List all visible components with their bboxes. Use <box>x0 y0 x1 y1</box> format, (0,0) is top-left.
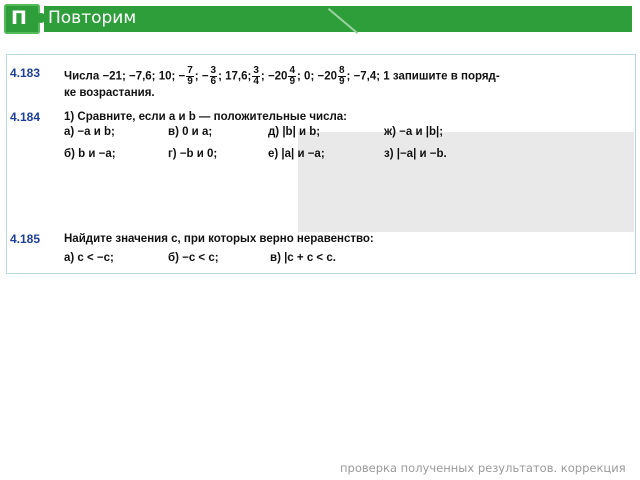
problem-number: 4.183 <box>10 66 41 80</box>
denominator: 9 <box>187 76 193 87</box>
text-part: ; −7,4; 1 запишите в поряд- <box>346 70 500 83</box>
numerator: 7 <box>187 65 193 76</box>
problem-4184-intro: 1) Сравните, если a и b — положительные числа: <box>64 111 347 123</box>
problem-number: 4.184 <box>10 110 41 124</box>
shaded-area <box>298 132 634 232</box>
item: а) −a и b; <box>64 126 115 138</box>
item: е) |a| и −a; <box>268 148 325 160</box>
puzzle-icon <box>4 4 40 34</box>
fraction <box>288 66 296 87</box>
text-part: Числа −21; −7,6; 10; − <box>64 70 186 83</box>
puzzle-letter: П <box>11 7 27 29</box>
title-bar <box>44 6 632 32</box>
problem-4183-line1 <box>64 66 500 87</box>
title-divider <box>328 8 358 34</box>
fraction <box>210 66 218 87</box>
denominator: 9 <box>338 76 345 87</box>
item: в) |c + c < c. <box>270 252 336 264</box>
text-part: ; 17,6; <box>218 70 252 83</box>
problem-number: 4.185 <box>10 232 41 246</box>
numerator: 3 <box>253 65 259 76</box>
item: б) b и −a; <box>64 148 116 160</box>
item: а) c < −c; <box>64 252 114 264</box>
numerator: 3 <box>210 65 217 76</box>
denominator: 4 <box>253 76 259 87</box>
item: ж) −a и |b|; <box>384 126 444 138</box>
fraction <box>252 66 260 87</box>
item: г) −b и 0; <box>168 148 218 160</box>
page-title: Повторим <box>48 8 137 28</box>
text-part: ; − <box>194 70 209 83</box>
fraction <box>186 66 194 87</box>
problem-4185-intro: Найдите значения c, при которых верно неравенство: <box>64 233 374 245</box>
item: б) −c < c; <box>168 252 219 264</box>
item: д) |b| и b; <box>268 126 321 138</box>
item: з) |−a| и −b. <box>384 148 447 160</box>
footer-text: проверка полученных результатов. коррекция <box>340 461 626 475</box>
text-part: ; 0; −20 <box>297 70 337 83</box>
numerator: 8 <box>338 65 345 76</box>
item: в) 0 и a; <box>168 126 213 138</box>
fraction <box>338 66 346 87</box>
text-part: ; −20 <box>260 70 288 83</box>
problem-4183-line2: ке возрастания. <box>64 87 155 99</box>
numerator: 4 <box>289 65 296 76</box>
denominator: 9 <box>289 76 296 87</box>
denominator: 6 <box>210 76 217 87</box>
